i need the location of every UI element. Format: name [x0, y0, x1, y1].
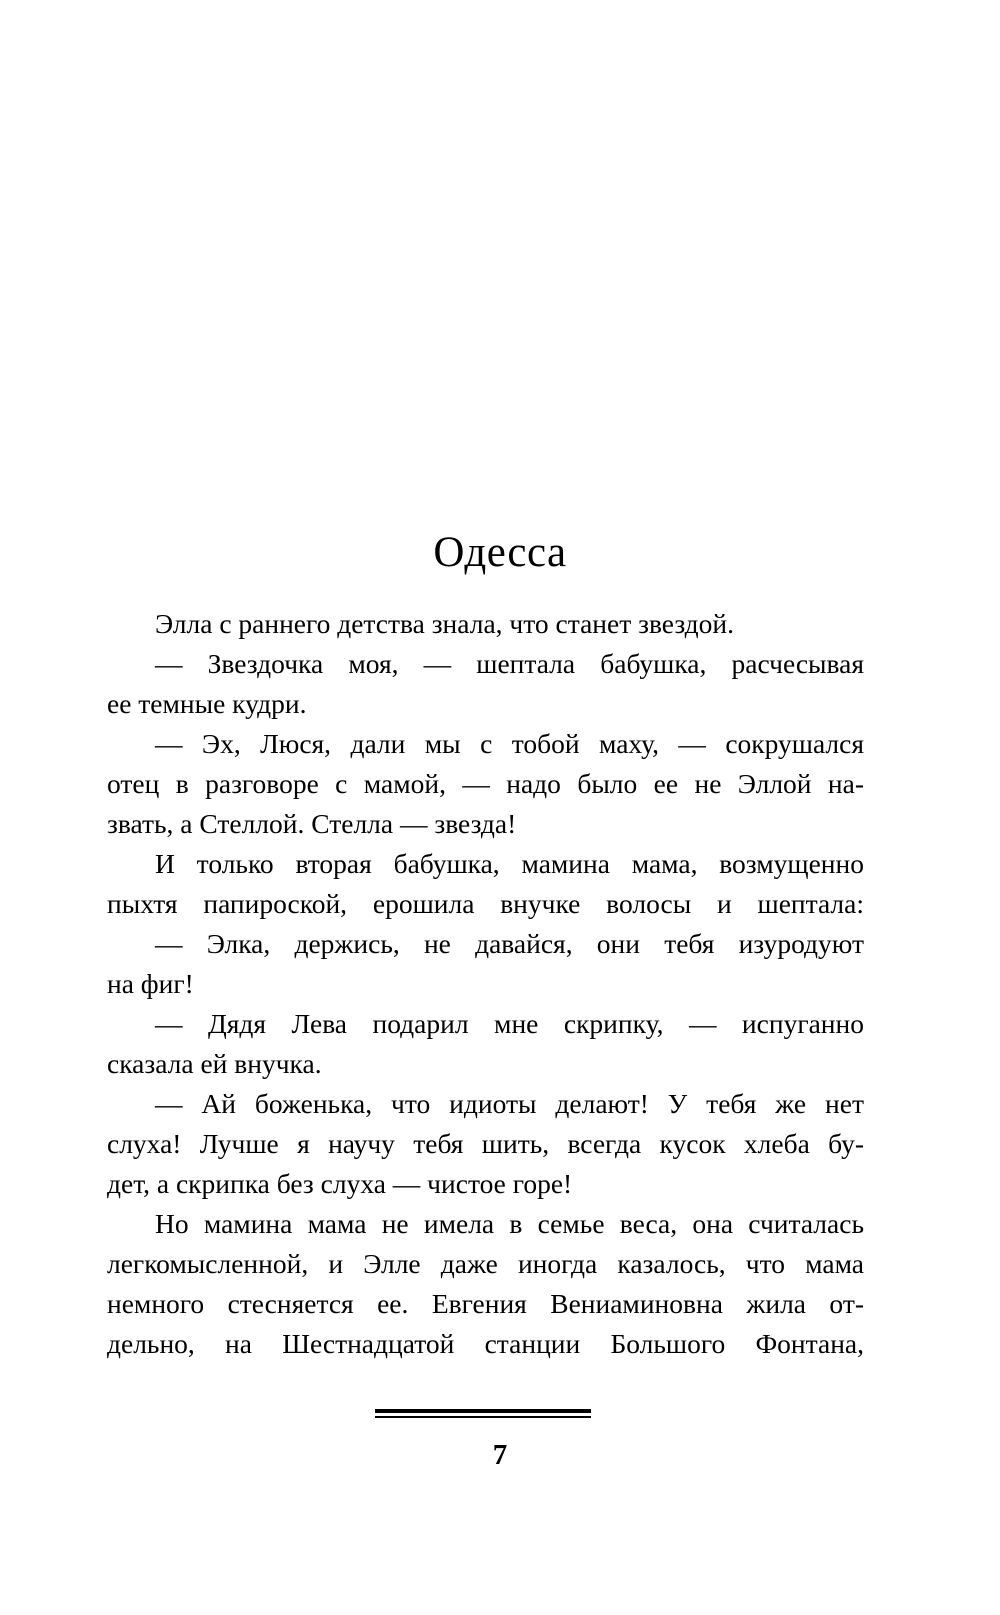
- text-line: слуха! Лучше я научу тебя шить, всегда кусок хлеба бу-: [107, 1128, 864, 1159]
- text-line: — Эх, Люся, дали мы с тобой маху, — сокрушался: [155, 728, 864, 759]
- text-line: Элла с раннего детства знала, что станет звездой.: [155, 608, 735, 639]
- text-line: ее темные кудри.: [107, 688, 307, 719]
- text-line: — Дядя Лева подарил мне скрипку, — испуганно: [155, 1008, 864, 1039]
- page-number: 7: [492, 1439, 508, 1471]
- text-line: — Элка, держись, не давайся, они тебя изуродуют: [155, 928, 864, 959]
- text-line: немного стесняется ее. Евгения Вениаминовна жила от-: [107, 1288, 864, 1319]
- text-line: И только вторая бабушка, мамина мама, возмущенно: [155, 848, 864, 879]
- text-line: звать, а Стеллой. Стелла — звезда!: [107, 808, 517, 839]
- footer-rule-thick: [375, 1409, 591, 1413]
- text-line: Но мамина мама не имела в семье веса, она считалась: [155, 1208, 864, 1239]
- text-line: дет, а скрипка без слуха — чистое горе!: [107, 1168, 573, 1199]
- text-line: легкомысленной, и Элле даже иногда казалось, что мама: [107, 1248, 864, 1279]
- text-line: на фиг!: [107, 968, 194, 999]
- text-line: сказала ей внучка.: [107, 1048, 322, 1079]
- chapter-body: [107, 604, 864, 1364]
- text-line: — Ай боженька, что идиоты делают! У тебя же нет: [155, 1088, 864, 1119]
- chapter-title: Одесса: [433, 529, 567, 576]
- text-line: отец в разговоре с мамой, — надо было ее не Эллой на-: [107, 768, 864, 799]
- text-line: пыхтя папироской, ерошила внучке волосы и шептала:: [107, 888, 864, 919]
- footer-rule-thin: [375, 1416, 591, 1418]
- text-line: — Звездочка моя, — шептала бабушка, расчесывая: [155, 648, 864, 679]
- text-line: дельно, на Шестнадцатой станции Большого Фонтана,: [107, 1328, 864, 1359]
